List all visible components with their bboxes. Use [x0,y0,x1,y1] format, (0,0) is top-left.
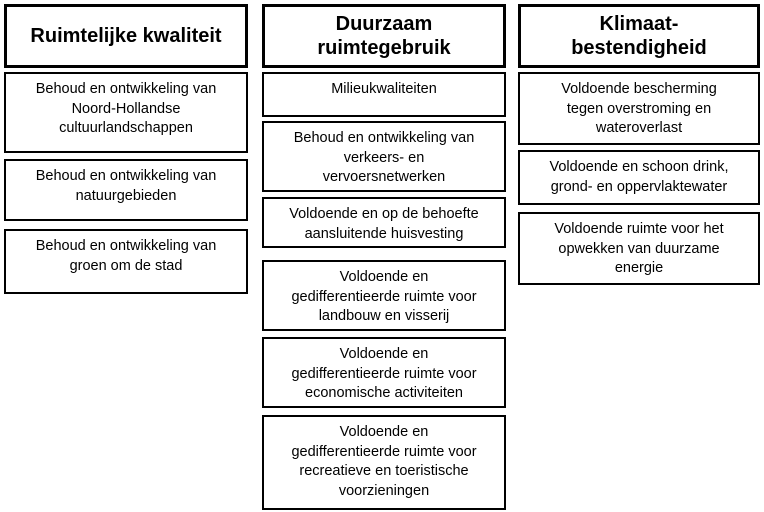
criterion-label: Voldoende en gedifferentieerde ruimte voor economische activiteiten [291,346,477,401]
criterion-box [262,415,506,510]
criterion-label: Voldoende en gedifferentieerde ruimte voor landbouw en visserij [291,269,477,324]
criterion-label: Voldoende en schoon drink, grond- en oppervlaktewater [549,159,729,195]
column-header-label: Duurzaam ruimtegebruik [317,13,451,59]
criterion-box [262,121,506,192]
criterion-label: Behoud en ontwikkeling van verkeers- en vervoersnetwerken [293,130,475,185]
criterion-box [4,159,248,221]
criterion-box [518,212,760,285]
column-header-klimaatbestendigheid [518,4,760,68]
criterion-label: Behoud en ontwikkeling van Noord-Hollandse cultuurlandschappen [35,81,217,136]
criterion-label: Voldoende en gedifferentieerde ruimte voor recreatieve en toeristische voorzieningen [291,424,477,499]
criterion-label: Milieukwaliteiten [331,81,437,97]
criterion-label: Behoud en ontwikkeling van natuurgebieden [35,168,217,204]
column-header-label: Ruimtelijke kwaliteit [30,25,222,47]
criterion-label: Voldoende en op de behoefte aansluitende huisvesting [289,206,479,242]
criterion-box [4,72,248,153]
criterion-label: Voldoende bescherming tegen overstroming en wateroverlast [561,81,717,136]
criterion-label: Voldoende ruimte voor het opwekken van duurzame energie [554,221,724,276]
column-header-duurzaam-ruimtegebruik [262,4,506,68]
criterion-box [262,337,506,408]
criterion-box [518,150,760,205]
criterion-box [262,197,506,248]
criterion-box [262,72,506,117]
column-header-ruimtelijke-kwaliteit [4,4,248,68]
criterion-box [262,260,506,331]
criterion-box [4,229,248,294]
column-header-label: Klimaat- bestendigheid [571,13,707,59]
criterion-box [518,72,760,145]
criterion-label: Behoud en ontwikkeling van groen om de stad [35,238,217,274]
